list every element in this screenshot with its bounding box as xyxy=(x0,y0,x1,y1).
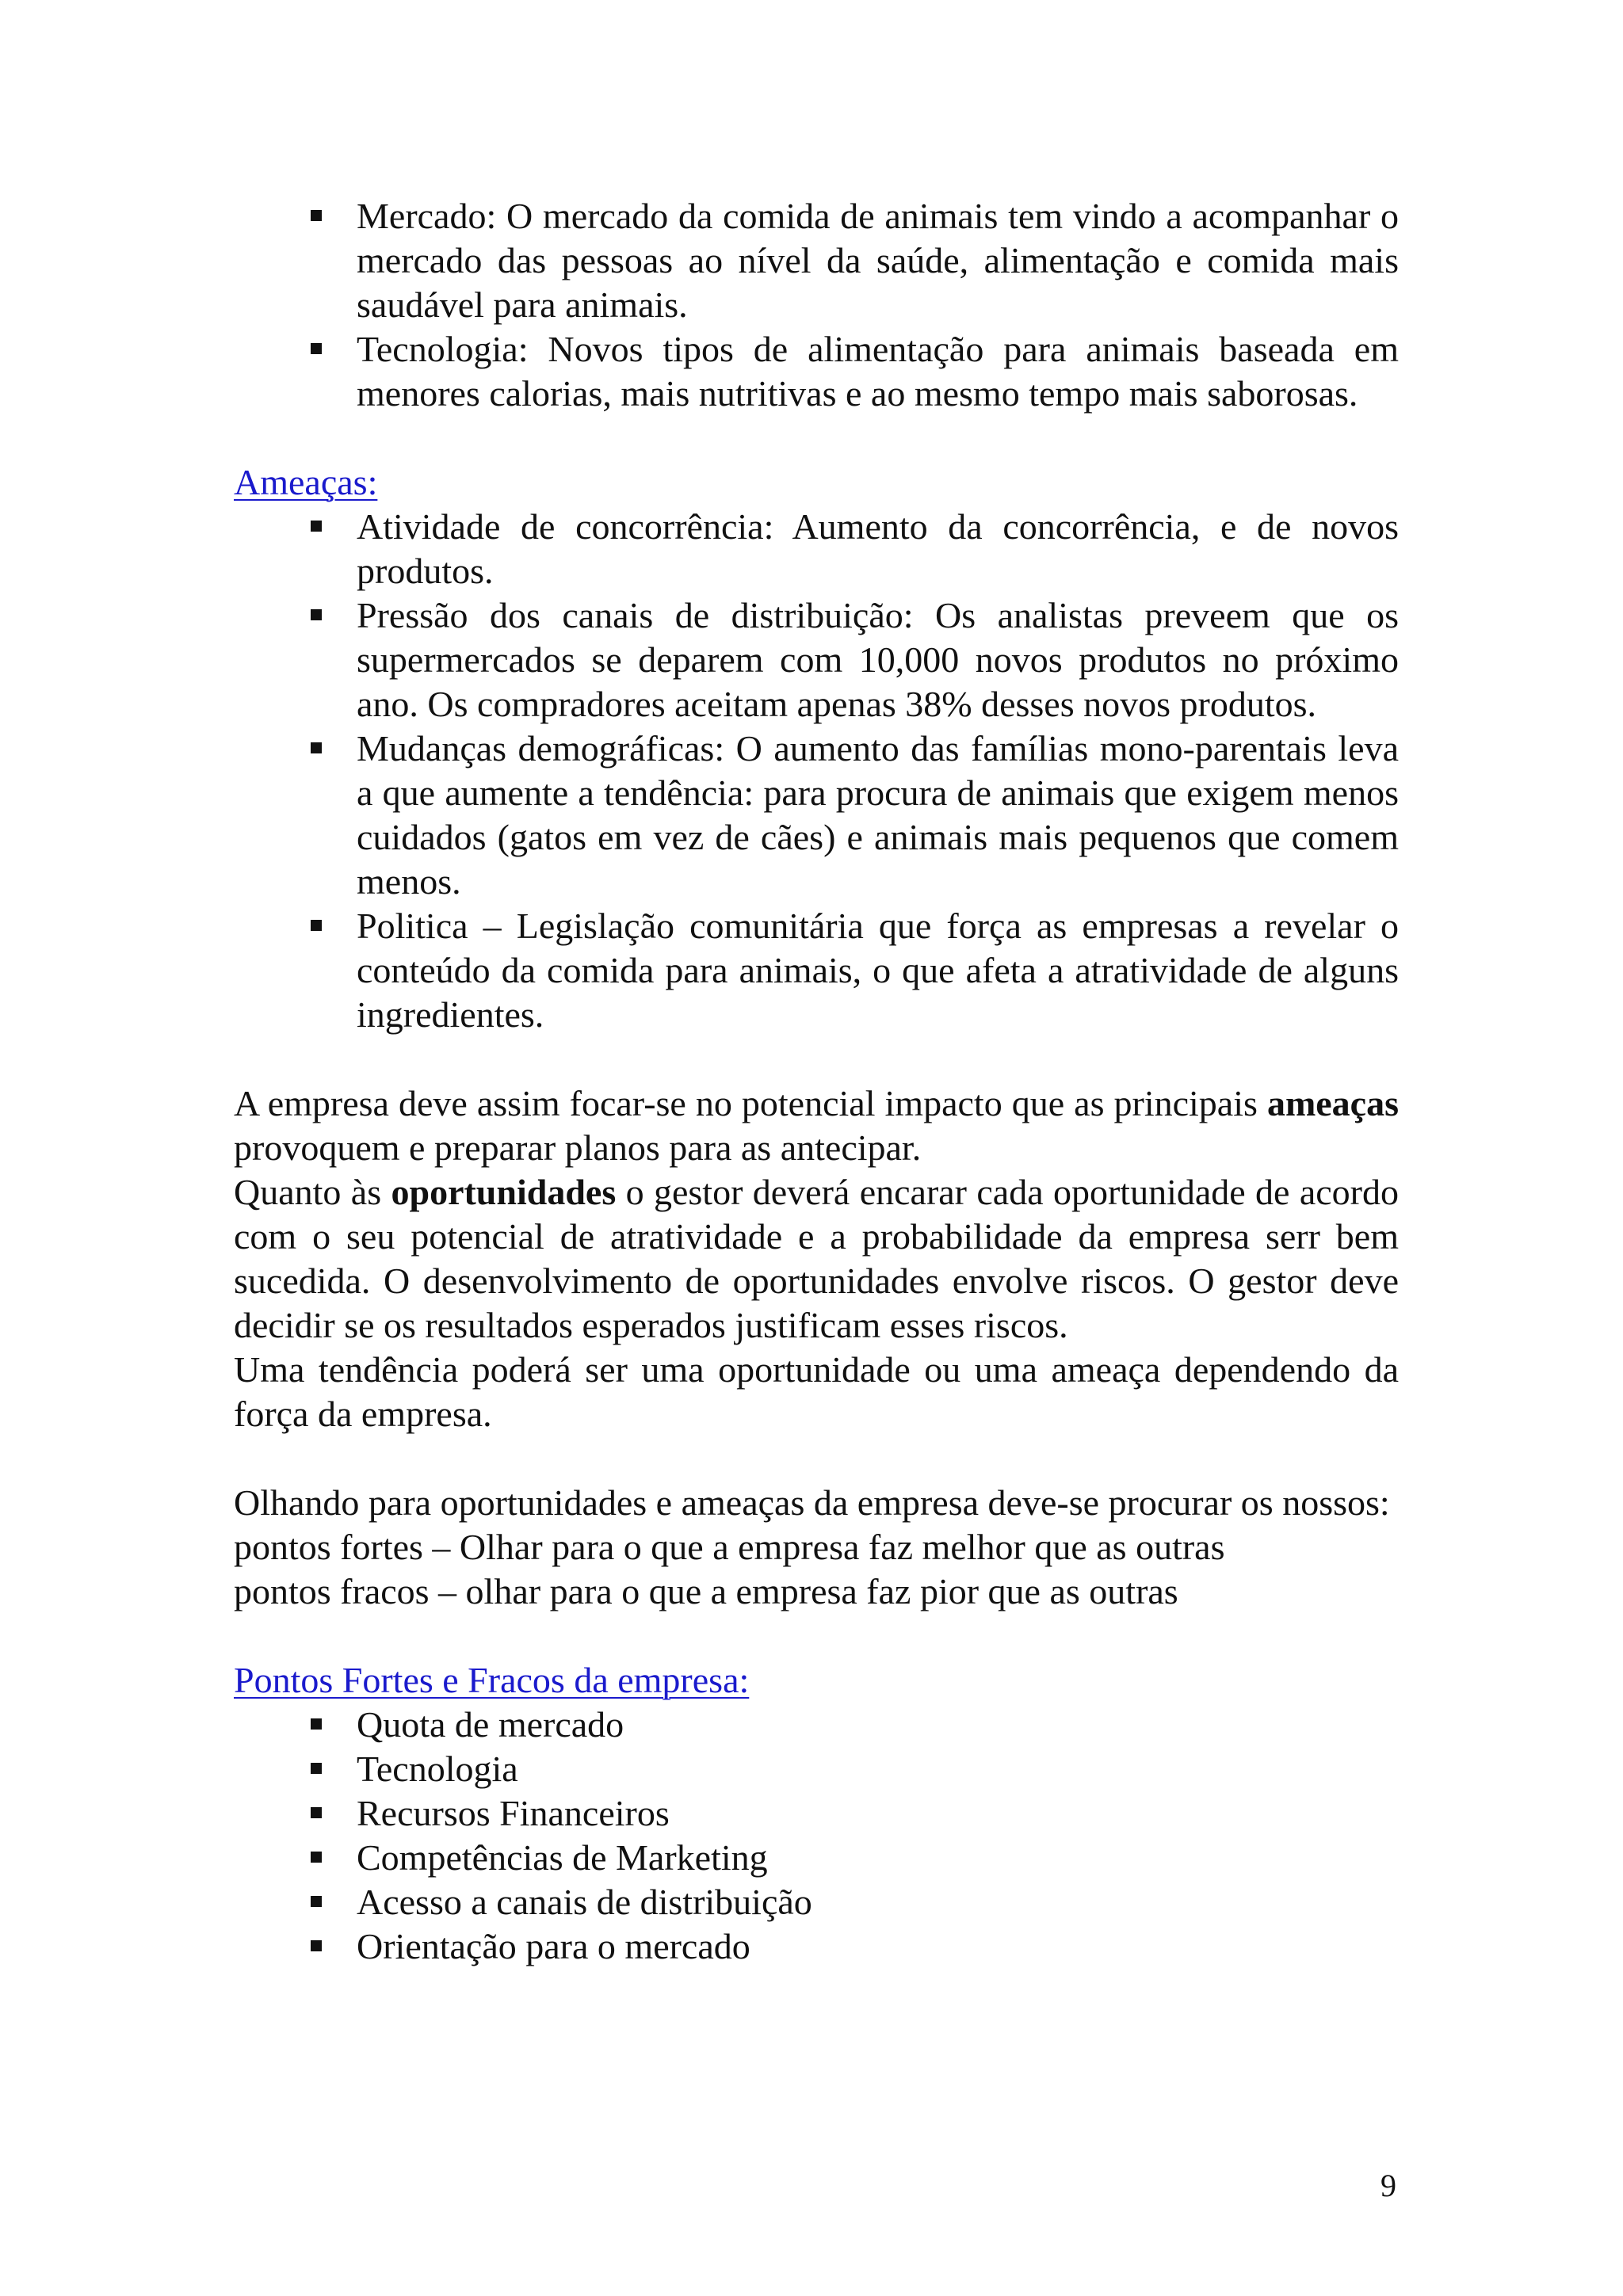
line-strengths: pontos fortes – Olhar para o que a empresa faz melhor que as outras xyxy=(234,1527,1225,1567)
paragraph-text: Quanto às xyxy=(234,1172,391,1212)
page-content xyxy=(234,194,1399,1969)
bold-term-opportunities: oportunidades xyxy=(391,1172,617,1212)
paragraph-text: provoquem e preparar planos para as antecipar. xyxy=(234,1127,922,1168)
opportunities-list xyxy=(234,194,1399,416)
threats-list xyxy=(234,505,1399,1037)
list-item: Recursos Financeiros xyxy=(357,1791,1399,1836)
list-item: Acesso a canais de distribuição xyxy=(357,1880,1399,1924)
list-item: Tecnologia: Novos tipos de alimentação para animais baseada em menores calorias, mais nutritivas e ao mesmo tempo mais saborosas. xyxy=(357,327,1399,416)
list-item: Mercado: O mercado da comida de animais tem vindo a acompanhar o mercado das pessoas ao nível da saúde, alimentação e comida mais saudável para animais. xyxy=(357,194,1399,327)
bold-term-threats: ameaças xyxy=(1266,1083,1399,1123)
list-item: Tecnologia xyxy=(357,1747,1399,1791)
list-item: Pressão dos canais de distribuição: Os analistas preveem que os supermercados se deparem com 10,000 novos produtos no próximo ano. Os compradores aceitam apenas 38% desses novos produtos. xyxy=(357,593,1399,727)
strengths-weaknesses-heading-link[interactable]: Pontos Fortes e Fracos da empresa: xyxy=(234,1660,750,1700)
list-item: Politica – Legislação comunitária que força as empresas a revelar o conteúdo da comida para animais, o que afeta a atratividade de alguns ingredientes. xyxy=(357,904,1399,1037)
threats-heading-link[interactable]: Ameaças: xyxy=(234,462,378,502)
paragraph-opportunities xyxy=(234,1170,1399,1348)
list-item: Quota de mercado xyxy=(357,1703,1399,1747)
list-item: Mudanças demográficas: O aumento das famílias mono-parentais leva a que aumente a tendência: para procura de animais que exigem menos cuidados (gatos em vez de cães) e animais mais pequenos que comem menos. xyxy=(357,727,1399,904)
paragraph-threats-focus xyxy=(234,1081,1399,1170)
paragraph-trend: Uma tendência poderá ser uma oportunidade ou uma ameaça dependendo da força da empresa. xyxy=(234,1349,1399,1434)
list-item: Atividade de concorrência: Aumento da concorrência, e de novos produtos. xyxy=(357,505,1399,593)
list-item: Orientação para o mercado xyxy=(357,1924,1399,1969)
list-item: Competências de Marketing xyxy=(357,1836,1399,1880)
paragraph-text: A empresa deve assim focar-se no potencial impacto que as principais xyxy=(234,1083,1267,1123)
paragraph-looking-at: Olhando para oportunidades e ameaças da empresa deve-se procurar os nossos: xyxy=(234,1482,1390,1523)
strengths-weaknesses-list xyxy=(234,1703,1399,1969)
paragraph-text: o gestor deverá encarar cada oportunidade de acordo com o seu potencial de atratividade e a probabilidade da empresa serr bem sucedida. O desenvolvimento de oportunidades envolve riscos. O gestor deve decidir se os resultados esperados justificam esses riscos. xyxy=(234,1172,1399,1345)
page-number: 9 xyxy=(1381,2168,1396,2203)
line-weaknesses: pontos fracos – olhar para o que a empresa faz pior que as outras xyxy=(234,1571,1178,1611)
